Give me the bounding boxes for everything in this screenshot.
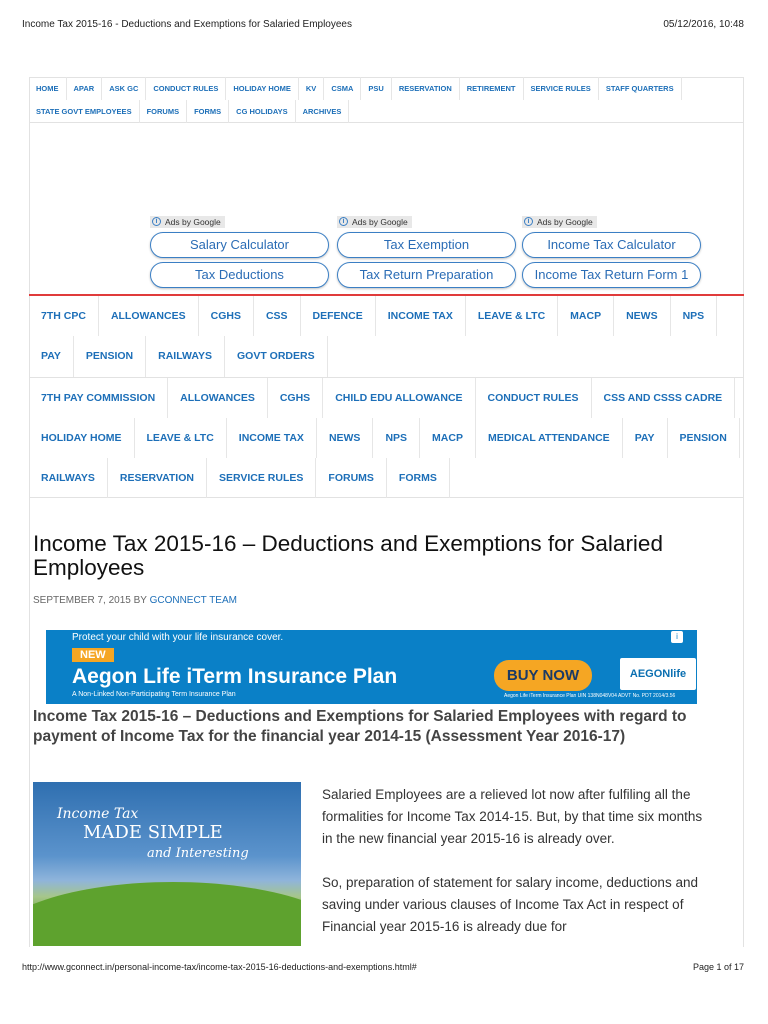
- secondary-nav-item-pension[interactable]: PENSION: [668, 418, 740, 458]
- print-page-number: Page 1 of 17: [692, 962, 744, 972]
- ad-choices-icon[interactable]: i: [671, 631, 683, 643]
- info-icon: i: [524, 217, 533, 226]
- article-body: [322, 784, 714, 960]
- article-by: BY: [133, 595, 147, 606]
- top-nav-item-service-rules[interactable]: SERVICE RULES: [524, 77, 599, 100]
- banner-title: Aegon Life iTerm Insurance Plan: [72, 665, 398, 688]
- secondary-nav-item-conduct-rules[interactable]: CONDUCT RULES: [476, 378, 592, 418]
- secondary-nav-row-1: [29, 378, 744, 418]
- ad-tax-exemption[interactable]: Tax Exemption: [337, 232, 516, 258]
- banner-tagline: Protect your child with your life insurance cover.: [72, 632, 284, 643]
- secondary-nav-item-railways[interactable]: RAILWAYS: [29, 458, 108, 498]
- top-nav-item-apar[interactable]: APAR: [67, 77, 103, 100]
- secondary-nav-row-2: [29, 418, 744, 458]
- category-nav-item-css[interactable]: CSS: [254, 296, 301, 336]
- article-date: SEPTEMBER 7, 2015: [33, 595, 131, 606]
- ad-column-2: [337, 210, 517, 288]
- image-text-line-1: Income Tax: [57, 806, 139, 822]
- aegon-logo: AEGONlife: [620, 658, 696, 690]
- secondary-nav-item-css-and-csss-cadre[interactable]: CSS AND CSSS CADRE: [592, 378, 736, 418]
- secondary-nav-item-forums[interactable]: FORUMS: [316, 458, 387, 498]
- category-nav-item-nps[interactable]: NPS: [671, 296, 718, 336]
- top-nav-item-kv[interactable]: KV: [299, 77, 324, 100]
- category-nav-item-allowances[interactable]: ALLOWANCES: [99, 296, 199, 336]
- category-nav-item-cghs[interactable]: CGHS: [199, 296, 254, 336]
- category-nav-item-news[interactable]: NEWS: [614, 296, 671, 336]
- top-nav-item-cg-holidays[interactable]: CG HOLIDAYS: [229, 100, 295, 123]
- category-nav-item-7th-cpc[interactable]: 7TH CPC: [29, 296, 99, 336]
- paragraph: So, preparation of statement for salary income, deductions and saving under various clauses of Income Tax Act in respect of Financial year 2015-16 is already due for: [322, 875, 698, 934]
- category-nav-item-pension[interactable]: PENSION: [74, 336, 146, 377]
- ad-tax-deductions[interactable]: Tax Deductions: [150, 262, 329, 288]
- category-nav-item-defence[interactable]: DEFENCE: [301, 296, 376, 336]
- buy-now-button[interactable]: BUY NOW: [494, 660, 592, 691]
- top-nav-item-csma[interactable]: CSMA: [324, 77, 361, 100]
- secondary-nav-item-pay[interactable]: PAY: [623, 418, 668, 458]
- top-nav-item-holiday-home[interactable]: HOLIDAY HOME: [226, 77, 299, 100]
- category-nav-row-1: [29, 296, 744, 336]
- secondary-nav-item-reservation[interactable]: RESERVATION: [108, 458, 207, 498]
- info-icon: i: [339, 217, 348, 226]
- article-author-link[interactable]: GCONNECT TEAM: [149, 595, 237, 606]
- ad-column-1: [150, 210, 330, 288]
- ad-income-tax-return-form[interactable]: Income Tax Return Form 1: [522, 262, 701, 288]
- top-nav-item-conduct-rules[interactable]: CONDUCT RULES: [146, 77, 226, 100]
- top-nav: [29, 77, 744, 123]
- ad-salary-calculator[interactable]: Salary Calculator: [150, 232, 329, 258]
- top-nav-item-forms[interactable]: FORMS: [187, 100, 229, 123]
- secondary-nav-item-income-tax[interactable]: INCOME TAX: [227, 418, 317, 458]
- paragraph: Salaried Employees are a relieved lot now after fulfiling all the formalities for Income Tax 2014-15. But, by that time six months in the new financial year 2015-16 is already over.: [322, 787, 703, 846]
- top-nav-row-1: [29, 77, 744, 100]
- ads-by-google-badge[interactable]: i Ads by Google: [337, 216, 412, 228]
- google-ads: [0, 210, 768, 288]
- print-footer: [22, 962, 744, 972]
- category-nav-item-pay[interactable]: PAY: [29, 336, 74, 377]
- category-nav-row-2: [29, 336, 744, 377]
- banner-subtitle: A Non-Linked Non-Participating Term Insurance Plan: [72, 691, 236, 698]
- banner-new-badge: NEW: [72, 648, 114, 662]
- top-nav-item-retirement[interactable]: RETIREMENT: [460, 77, 524, 100]
- secondary-nav-item-holiday-home[interactable]: HOLIDAY HOME: [29, 418, 135, 458]
- top-nav-item-forums[interactable]: FORUMS: [140, 100, 188, 123]
- print-datetime: 05/12/2016, 10:48: [663, 19, 744, 30]
- print-header: [22, 19, 744, 30]
- top-nav-item-psu[interactable]: PSU: [361, 77, 391, 100]
- ad-column-3: [522, 210, 702, 288]
- category-nav-item-govt-orders[interactable]: GOVT ORDERS: [225, 336, 328, 377]
- top-nav-item-staff-quarters[interactable]: STAFF QUARTERS: [599, 77, 682, 100]
- image-text-line-2: MADE SIMPLE: [83, 822, 223, 843]
- top-nav-row-2: [29, 100, 744, 123]
- category-nav-item-macp[interactable]: MACP: [558, 296, 614, 336]
- top-nav-item-home[interactable]: HOME: [29, 77, 67, 100]
- green-hill: [33, 882, 301, 946]
- secondary-nav-item-macp[interactable]: MACP: [420, 418, 476, 458]
- secondary-nav-row-3: [29, 458, 744, 498]
- category-nav-item-income-tax[interactable]: INCOME TAX: [376, 296, 466, 336]
- secondary-nav-item-7th-pay-commission[interactable]: 7TH PAY COMMISSION: [29, 378, 168, 418]
- secondary-nav-item-allowances[interactable]: ALLOWANCES: [168, 378, 268, 418]
- top-nav-item-archives[interactable]: ARCHIVES: [296, 100, 350, 123]
- print-title: Income Tax 2015-16 - Deductions and Exemptions for Salaried Employees: [22, 19, 352, 30]
- image-text-line-3: and Interesting: [147, 846, 249, 861]
- category-nav: [29, 296, 744, 377]
- ads-by-google-badge[interactable]: i Ads by Google: [150, 216, 225, 228]
- secondary-nav-item-service-rules[interactable]: SERVICE RULES: [207, 458, 316, 498]
- top-nav-item-ask-gc[interactable]: ASK GC: [102, 77, 146, 100]
- ad-tax-return-preparation[interactable]: Tax Return Preparation: [337, 262, 516, 288]
- info-icon: i: [152, 217, 161, 226]
- article-title: Income Tax 2015-16 – Deductions and Exemptions for Salaried Employees: [33, 531, 663, 580]
- ad-income-tax-calculator[interactable]: Income Tax Calculator: [522, 232, 701, 258]
- banner-fine-print: Aegon Life iTerm Insurance Plan UIN 138N048V04 ADVT No. PDT 2014/3.56: [504, 693, 676, 699]
- article-image: [33, 782, 301, 946]
- secondary-nav-item-child-edu-allowance[interactable]: CHILD EDU ALLOWANCE: [323, 378, 475, 418]
- top-nav-item-reservation[interactable]: RESERVATION: [392, 77, 460, 100]
- secondary-nav-item-leave-and-ltc[interactable]: LEAVE & LTC: [135, 418, 227, 458]
- secondary-nav-item-medical-attendance[interactable]: MEDICAL ATTENDANCE: [476, 418, 623, 458]
- secondary-nav-item-forms[interactable]: FORMS: [387, 458, 450, 498]
- ads-by-google-badge[interactable]: i Ads by Google: [522, 216, 597, 228]
- print-url: http://www.gconnect.in/personal-income-tax/income-tax-2015-16-deductions-and-exemptions.html#: [22, 962, 417, 972]
- secondary-nav-item-cghs[interactable]: CGHS: [268, 378, 323, 418]
- secondary-nav: [29, 377, 744, 498]
- article-subheading: Income Tax 2015-16 – Deductions and Exemptions for Salaried Employees with regard to payment of Income Tax for the financial year 2014-15 (Assessment Year 2016-17): [33, 708, 687, 745]
- top-nav-item-state-govt-employees[interactable]: STATE GOVT EMPLOYEES: [29, 100, 140, 123]
- insurance-banner-ad[interactable]: [46, 630, 697, 704]
- category-nav-item-railways[interactable]: RAILWAYS: [146, 336, 225, 377]
- secondary-nav-item-nps[interactable]: NPS: [373, 418, 420, 458]
- secondary-nav-item-news[interactable]: NEWS: [317, 418, 374, 458]
- category-nav-item-leave-and-ltc[interactable]: LEAVE & LTC: [466, 296, 558, 336]
- article-meta: [33, 595, 237, 606]
